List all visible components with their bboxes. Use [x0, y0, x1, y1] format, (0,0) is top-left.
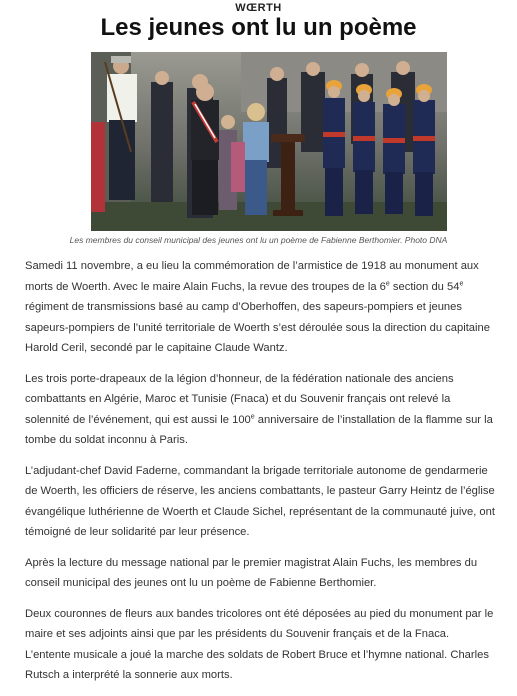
photo-caption: Les membres du conseil municipal des jeunes ont lu un poème de Fabienne Berthomier. Photo DNA: [69, 235, 448, 245]
paragraph-1: Samedi 11 novembre, a eu lieu la commémoration de l’armistice de 1918 au monument aux morts de Woerth. Avec le maire Alain Fuchs, la revue des troupes de la 6e section du 54e régiment de transmissions basé au camp d’Oberhoffen, des sapeurs-pompiers et jeunes sapeurs-pompiers de l’unité territoriale de Woerth s’est déroulée sous la direction du capitaine Harold Ceril, secondé par le capitaine Claude Wantz.: [25, 260, 490, 354]
paragraph-3: L’adjudant-chef David Faderne, commandant la brigade territoriale autonome de gendarmerie de Woerth, les officiers de réserve, les anciens combattants, le pasteur Garry Heintz de l’église évangélique luthérienne de Woerth et Claude Sichel, représentant de la communauté juive, ont témoigné de leur solidarité par leur présence.: [25, 464, 495, 538]
article-body: [25, 256, 495, 696]
paragraph-5: Deux couronnes de fleurs aux bandes tricolores ont été déposées au pied du monument par le maire et ses adjoints ainsi que par les présidents du Souvenir français et de la Fnaca. L’entente musicale a joué la marche des soldats de Robert Bruce et l’hymne national. Charles Rutsch a interprété la sonnerie aux morts.: [25, 607, 494, 681]
article-title: Les jeunes ont lu un poème: [100, 14, 417, 41]
article-photo: [91, 52, 447, 231]
paragraph-4: Après la lecture du message national par le premier magistrat Alain Fuchs, les membres du conseil municipal des jeunes ont lu un poème de Fabienne Berthomier.: [25, 556, 478, 589]
paragraph-2: Les trois porte-drapeaux de la légion d’honneur, de la fédération nationale des anciens combattants en Algérie, Maroc et Tunisie (Fnaca) et du Souvenir français ont relevé la solennité de l’événement, qui est aussi le 100e anniversaire de l’installation de la flamme sur la tombe du soldat inconnu à Paris.: [25, 372, 493, 446]
section-kicker: WŒRTH: [235, 2, 282, 14]
